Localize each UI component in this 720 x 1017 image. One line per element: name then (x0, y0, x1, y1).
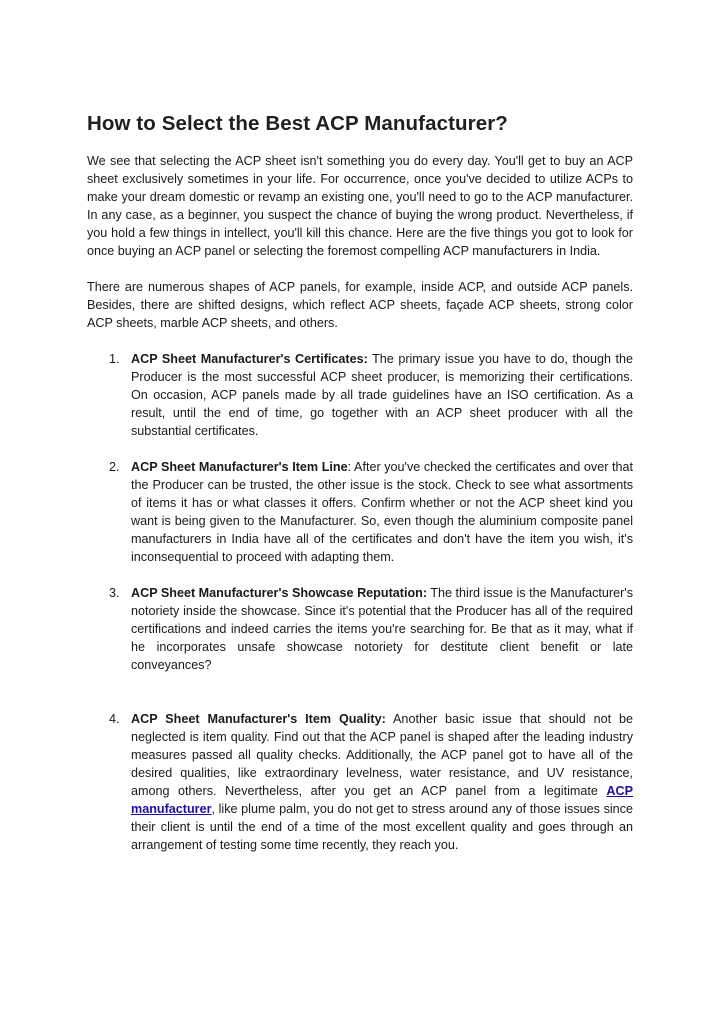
list-item (87, 458, 633, 566)
list-item-text: The third issue is the Manufacturer's notoriety inside the showcase. Since it's potential that the Producer has all of the required certifications and indeed carries the items you're searching for. Be that as it may, what if he incorporates unsafe showcase notoriety for destitute client benefit or late conveyances? (131, 586, 633, 672)
list-item-number: 3. (109, 586, 120, 600)
types-paragraph: There are numerous shapes of ACP panels, for example, inside ACP, and outside ACP panels. Besides, there are shifted designs, which reflect ACP sheets, façade ACP sheets, strong color ACP sheets, marble ACP sheets, and others. (87, 280, 633, 330)
list-item-number: 2. (109, 460, 120, 474)
list-item-heading: ACP Sheet Manufacturer's Item Line (131, 460, 348, 474)
list-item-text-after-link: , like plume palm, you do not get to stress around any of those issues since their client is until the end of a time of the most excellent quality and goes through an arrangement of testing some time recently, they reach you. (131, 802, 633, 852)
selection-criteria-list (87, 350, 633, 854)
list-item-heading: ACP Sheet Manufacturer's Certificates: (131, 352, 368, 366)
list-item (87, 584, 633, 674)
list-item-text: The primary issue you have to do, though the Producer is the most successful ACP sheet producer, is memorizing their certifications. On occasion, ACP panels made by all trade guidelines have an ISO certification. As a result, until the end of time, go together with an ACP sheet producer with all the substantial certificates. (131, 352, 634, 438)
acp-manufacturer-link[interactable]: ACP manufacturer (131, 784, 633, 816)
list-item-number: 1. (109, 352, 120, 366)
list-item-text: : After you've checked the certificates and over that the Producer can be trusted, the other issue is the stock. Check to see what assortments of items it has or what classes it offers. Confirm whether or not the ACP sheet kind you want is being given to the Manufacturer. So, even though the aluminium composite panel manufacturers in India have all of the certificates and don't have the item you wish, it's inconsequential to proceed with adapting them. (131, 460, 633, 564)
intro-paragraph: We see that selecting the ACP sheet isn't something you do every day. You'll get to buy an ACP sheet exclusively sometimes in your life. For occurrence, once you've decided to utilize ACPs to make your dream domestic or revamp an existing one, you'll need to go to the ACP manufacturer. In any case, as a beginner, you suspect the chance of buying the wrong product. Nevertheless, if you hold a few things in intellect, you'll kill this chance. Here are the five things you got to look for once buying an ACP panel or selecting the foremost compelling ACP manufacturers in India. (87, 154, 633, 258)
list-item (87, 710, 633, 854)
document-page (87, 112, 633, 854)
list-item-heading: ACP Sheet Manufacturer's Showcase Reputation: (131, 586, 428, 600)
list-item-number: 4. (109, 712, 120, 726)
page-title: How to Select the Best ACP Manufacturer? (87, 112, 508, 135)
list-item-heading: ACP Sheet Manufacturer's Item Quality: (131, 712, 386, 726)
list-item (87, 350, 633, 440)
list-item-text-before-link: Another basic issue that should not be neglected is item quality. Find out that the ACP panel is shaped after the leading industry measures passed all quality checks. Additionally, the ACP panel got to have all of the desired qualities, like extraordinary levelness, water resistance, and UV resistance, among others. Nevertheless, after you get an ACP panel from a legitimate (131, 712, 633, 798)
